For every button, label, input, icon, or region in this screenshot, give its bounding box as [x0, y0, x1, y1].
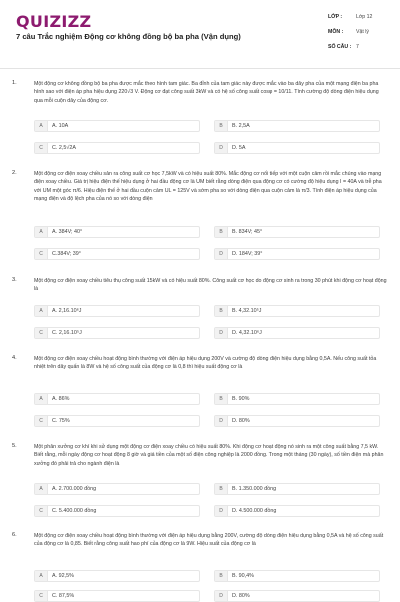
option-letter: D [215, 143, 228, 153]
question-text: Một động cơ điện xoay chiều hoạt động bình thường với điện áp hiệu dụng 200V và cường độ dòng điện hiệu dụng bằng 0,5A. Nếu công suất tỏa nhiệt trên dây quấn là 8W và hệ số công suất của động cơ là 0,8 thì hiệu suất động cơ là [34, 356, 377, 371]
answer-option-b[interactable] [214, 570, 380, 582]
option-text: C. 75% [52, 418, 70, 424]
option-text: D. 80% [232, 593, 250, 599]
option-letter: C [35, 249, 48, 259]
question-text: Một động cơ điện xoay chiều tiêu thụ công suất 15kW và có hiệu suất 80%. Công suất cơ học do động cơ sinh ra trong 30 phút khi động cơ hoạt động là [34, 278, 387, 293]
answer-option-b[interactable] [214, 305, 380, 317]
option-letter: D [215, 591, 228, 601]
option-text: C.384V; 39° [52, 251, 81, 257]
answer-option-d[interactable] [214, 415, 380, 427]
option-text: A. 86% [52, 396, 70, 402]
option-text: D. 80% [232, 418, 250, 424]
meta-key: LỚP : [328, 14, 343, 20]
answer-option-b[interactable] [214, 483, 380, 495]
option-text: D. 4.500.000 đồng [232, 508, 277, 514]
answer-option-c[interactable] [34, 415, 200, 427]
question-number: 6. [12, 532, 17, 538]
option-text: B. 90,4% [232, 573, 254, 579]
answer-option-a[interactable] [34, 226, 200, 238]
option-letter: D [215, 506, 228, 516]
question-text: Một động cơ không đồng bộ ba pha được mắc theo hình tam giác. Ba đỉnh của tam giác này được mắc vào ba dây pha của một mạng điện ba pha hình sao với điện áp pha hiệu dụng 220√3 V. Động cơ đạt công suất 3kW và có hệ số công suất cosφ = 10/11. Tính cường độ dòng điện hiệu dụng qua mỗi cuộn dây của động cơ. [34, 81, 379, 104]
option-text: D. 5A [232, 145, 246, 151]
quizizz-logo: QUIZIZZ [16, 12, 92, 31]
option-letter: B [215, 121, 228, 131]
option-letter: C [35, 416, 48, 426]
option-letter: A [35, 394, 48, 404]
option-text: C. 2,16.10⁵J [52, 330, 82, 336]
meta-row-grade [328, 14, 392, 29]
answer-option-d[interactable] [214, 505, 380, 517]
answer-option-b[interactable] [214, 226, 380, 238]
option-letter: A [35, 571, 48, 581]
option-text: C. 2,5√2A [52, 145, 76, 151]
meta-key: MÔN : [328, 29, 344, 35]
option-letter: C [35, 591, 48, 601]
answer-option-a[interactable] [34, 570, 200, 582]
question-number: 5. [12, 443, 17, 449]
answer-option-b[interactable] [214, 120, 380, 132]
option-letter: B [215, 306, 228, 316]
option-letter: B [215, 394, 228, 404]
option-letter: B [215, 571, 228, 581]
option-text: B. 834V; 45° [232, 229, 263, 235]
answer-option-a[interactable] [34, 393, 200, 405]
option-text: B. 4,32.10⁵J [232, 308, 262, 314]
option-letter: D [215, 249, 228, 259]
option-letter: D [215, 416, 228, 426]
answer-option-d[interactable] [214, 248, 380, 260]
option-letter: C [35, 143, 48, 153]
option-text: D. 184V; 39° [232, 251, 263, 257]
answer-option-c[interactable] [34, 248, 200, 260]
question-number: 1. [12, 80, 17, 86]
answer-option-b[interactable] [214, 393, 380, 405]
answer-option-d[interactable] [214, 142, 380, 154]
option-text: A. 10A [52, 123, 69, 129]
option-letter: C [35, 328, 48, 338]
answer-option-d[interactable] [214, 327, 380, 339]
worksheet-meta [328, 14, 392, 59]
option-text: C. 87,5% [52, 593, 75, 599]
option-letter: B [215, 227, 228, 237]
option-text: B. 1.350.000 đồng [232, 486, 277, 492]
option-letter: A [35, 227, 48, 237]
meta-value: Vật lý [356, 29, 369, 35]
answer-option-c[interactable] [34, 590, 200, 602]
option-text: A. 2,16.10⁶J [52, 308, 82, 314]
answer-option-a[interactable] [34, 305, 200, 317]
meta-value: Lớp 12 [356, 14, 373, 20]
question-number: 3. [12, 277, 17, 283]
question-text: Một động cơ điện xoay chiều hoạt động bình thường với điện áp hiệu dụng bằng 200V, cường độ dòng điện hiệu dụng bằng 0,5A và hệ số công suất của động cơ là 0,85. Biết rằng công suất hao phí của động cơ là 9W. Hiệu suất của động cơ là [34, 533, 384, 548]
option-letter: D [215, 328, 228, 338]
option-letter: A [35, 121, 48, 131]
option-text: B. 90% [232, 396, 250, 402]
option-letter: A [35, 484, 48, 494]
question-number: 4. [12, 355, 17, 361]
answer-option-c[interactable] [34, 505, 200, 517]
worksheet-header [0, 0, 400, 72]
option-letter: B [215, 484, 228, 494]
option-text: B. 2,5A [232, 123, 250, 129]
answer-option-a[interactable] [34, 483, 200, 495]
question-text: Một phân xưởng cơ khí khi sử dụng một động cơ điện xoay chiều có hiệu suất 80%. Khi động cơ hoạt động nó sinh ra một công suất bằng 7,5 kW. Biết rằng, mỗi ngày động cơ hoạt động 8 giờ và giá tiền của một số điện công nghiệp là 2000 đồng. Trong một tháng (30 ngày), số tiền điện mà phân xưởng đó phải trả cho ngành điện là [34, 444, 384, 467]
answer-option-c[interactable] [34, 327, 200, 339]
answer-option-c[interactable] [34, 142, 200, 154]
meta-key: SỐ CÂU : [328, 44, 352, 50]
answer-option-d[interactable] [214, 590, 380, 602]
option-text: A. 92,5% [52, 573, 74, 579]
answer-option-a[interactable] [34, 120, 200, 132]
option-text: D. 4,32.10⁶J [232, 330, 262, 336]
worksheet-title: 7 câu Trắc nghiệm Động cơ không đồng bộ ba pha (Vận dụng) [16, 32, 241, 41]
question-text: Một động cơ điện xoay chiều sản ra công suất cơ học 7,5kW và có hiệu suất 80%. Mắc động cơ nối tiếp với một cuộn cảm rồi mắc chúng vào mạng điện xoay chiều. Giá trị hiệu điện thế hiệu dụng ở hai đầu động cơ là UM biết rằng dòng điện qua động cơ có cường độ hiệu dụng I = 40A và trễ pha với UM một góc π/6. Hiệu điện thế ở hai đầu cuộn cảm UL = 125V và sớm pha so với dòng điện qua cuộn cảm là π/3. Tính điện áp hiệu dụng của mạng điện và độ lệch pha của nó so với dòng điện [34, 171, 382, 203]
meta-value: 7 [356, 44, 359, 50]
option-text: C. 5.400.000 đồng [52, 508, 97, 514]
option-text: A. 384V; 40° [52, 229, 83, 235]
meta-row-subject [328, 29, 392, 44]
question-number: 2. [12, 170, 17, 176]
option-text: A. 2.700.000 đồng [52, 486, 97, 492]
option-letter: A [35, 306, 48, 316]
meta-row-count [328, 44, 392, 59]
option-letter: C [35, 506, 48, 516]
header-divider [0, 68, 400, 69]
